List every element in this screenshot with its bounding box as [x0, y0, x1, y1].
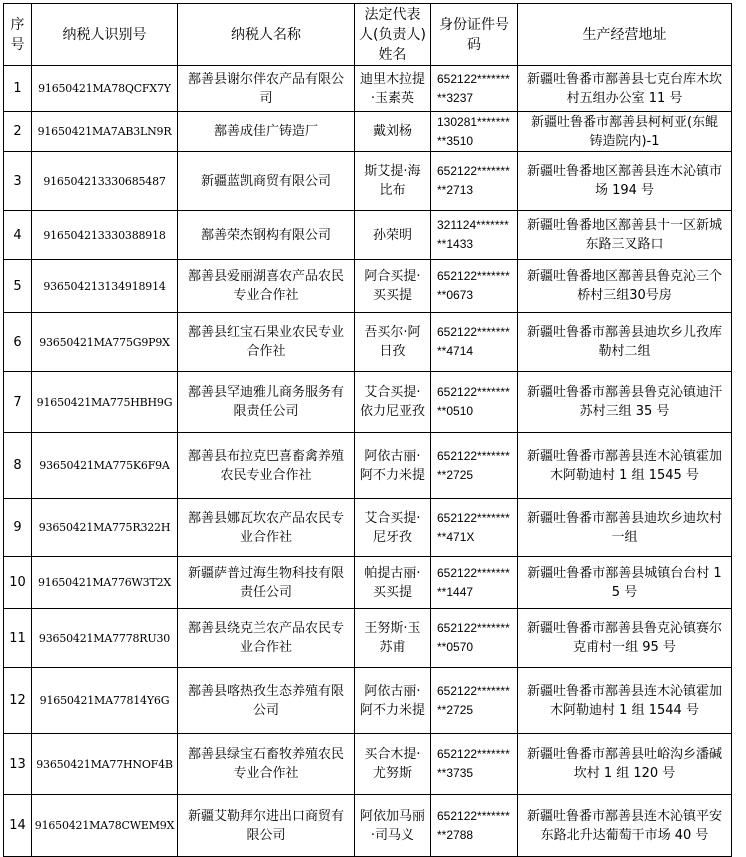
- cell-id-number: 652122*********2713: [431, 152, 518, 211]
- cell-address: 新疆吐鲁番市鄯善县城镇台台村 15 号: [518, 557, 732, 609]
- cell-index: 2: [4, 112, 32, 152]
- cell-taxpayer-id: 93650421MA7778RU30: [32, 609, 178, 668]
- cell-representative: 艾合买提·依力尼亚孜: [355, 372, 431, 433]
- table-row: [4, 557, 732, 609]
- cell-index: 11: [4, 609, 32, 668]
- cell-address: 新疆吐鲁番市鄯善县吐峪沟乡潘碱坎村 1 组 120 号: [518, 734, 732, 795]
- cell-index: 7: [4, 372, 32, 433]
- cell-taxpayer-id: 91650421MA78CWEM9X: [32, 795, 178, 857]
- cell-id-number: 652122*********3735: [431, 734, 518, 795]
- cell-representative: 吾买尔·阿日孜: [355, 313, 431, 372]
- cell-index: 1: [4, 66, 32, 112]
- cell-index: 14: [4, 795, 32, 857]
- table-row: [4, 433, 732, 499]
- cell-taxpayer-name: 新疆萨普过海生物科技有限责任公司: [178, 557, 355, 609]
- cell-taxpayer-id: 93650421MA775R322H: [32, 499, 178, 557]
- cell-representative: 王努斯·玉苏甫: [355, 609, 431, 668]
- cell-index: 9: [4, 499, 32, 557]
- cell-taxpayer-name: 新疆艾勒拜尔进出口商贸有限公司: [178, 795, 355, 857]
- table-row: [4, 609, 732, 668]
- cell-representative: 艾合买提·尼牙孜: [355, 499, 431, 557]
- cell-taxpayer-id: 93650421MA775G9P9X: [32, 313, 178, 372]
- cell-index: 13: [4, 734, 32, 795]
- cell-taxpayer-name: 鄯善荣杰钢构有限公司: [178, 211, 355, 260]
- cell-taxpayer-id: 91650421MA776W3T2X: [32, 557, 178, 609]
- cell-index: 6: [4, 313, 32, 372]
- cell-taxpayer-id: 91650421MA78QCFX7Y: [32, 66, 178, 112]
- cell-index: 12: [4, 668, 32, 734]
- cell-taxpayer-name: 鄯善县喀热孜生态养殖有限公司: [178, 668, 355, 734]
- cell-taxpayer-id: 93650421MA775K6F9A: [32, 433, 178, 499]
- cell-representative: 斯艾提·海比布: [355, 152, 431, 211]
- cell-representative: 戴刘杨: [355, 112, 431, 152]
- table-row: [4, 734, 732, 795]
- cell-index: 10: [4, 557, 32, 609]
- cell-taxpayer-id: 91650421MA77814Y6G: [32, 668, 178, 734]
- cell-taxpayer-id: 936504213134918914: [32, 260, 178, 313]
- table-row: [4, 66, 732, 112]
- table-row: [4, 260, 732, 313]
- cell-id-number: 652122*********1447: [431, 557, 518, 609]
- table-header-row: [4, 4, 732, 66]
- cell-id-number: 652122*********2788: [431, 795, 518, 857]
- table-row: [4, 211, 732, 260]
- cell-index: 8: [4, 433, 32, 499]
- cell-taxpayer-name: 鄯善县红宝石果业农民专业合作社: [178, 313, 355, 372]
- cell-id-number: 652122*********2725: [431, 433, 518, 499]
- cell-taxpayer-name: 鄯善县绕克兰农产品农民专业合作社: [178, 609, 355, 668]
- cell-taxpayer-id: 91650421MA775HBH9G: [32, 372, 178, 433]
- cell-representative: 迪里木拉提·玉素英: [355, 66, 431, 112]
- table-row: [4, 313, 732, 372]
- cell-index: 3: [4, 152, 32, 211]
- cell-taxpayer-name: 鄯善县爱丽湖喜农产品农民专业合作社: [178, 260, 355, 313]
- cell-representative: 阿依加马丽·司马义: [355, 795, 431, 857]
- table-row: [4, 112, 732, 152]
- cell-id-number: 130281*********3510: [431, 112, 518, 152]
- table-row: [4, 795, 732, 857]
- header-address: 生产经营地址: [518, 4, 732, 66]
- cell-address: 新疆吐鲁番市鄯善县柯柯亚(东鲲铸造院内)-1: [518, 112, 732, 152]
- cell-address: 新疆吐鲁番市鄯善县鲁克沁镇赛尔克甫村一组 95 号: [518, 609, 732, 668]
- cell-id-number: 321124*********1433: [431, 211, 518, 260]
- cell-id-number: 652122*********0673: [431, 260, 518, 313]
- table-row: [4, 372, 732, 433]
- cell-address: 新疆吐鲁番地区鄯善县连木沁镇市场 194 号: [518, 152, 732, 211]
- cell-id-number: 652122*********3237: [431, 66, 518, 112]
- cell-representative: 阿合买提·买买提: [355, 260, 431, 313]
- header-rep: 法定代表人(负责人)姓名: [355, 4, 431, 66]
- cell-representative: 买合木提·尤努斯: [355, 734, 431, 795]
- cell-taxpayer-name: 鄯善县布拉克巴喜畜禽养殖农民专业合作社: [178, 433, 355, 499]
- cell-taxpayer-name: 鄯善县娜瓦坎农产品农民专业合作社: [178, 499, 355, 557]
- cell-id-number: 652122*********0570: [431, 609, 518, 668]
- cell-index: 4: [4, 211, 32, 260]
- cell-taxpayer-name: 新疆蓝凯商贸有限公司: [178, 152, 355, 211]
- cell-id-number: 652122*********2725: [431, 668, 518, 734]
- cell-address: 新疆吐鲁番市鄯善县七克台库木坎村五组办公室 11 号: [518, 66, 732, 112]
- cell-address: 新疆吐鲁番市鄯善县迪坎乡迪坎村一组: [518, 499, 732, 557]
- cell-representative: 帕提古丽·买买提: [355, 557, 431, 609]
- cell-address: 新疆吐鲁番市鄯善县鲁克沁镇迪汗苏村三组 35 号: [518, 372, 732, 433]
- cell-address: 新疆吐鲁番市鄯善县连木沁镇霍加木阿勒迪村 1 组 1544 号: [518, 668, 732, 734]
- cell-id-number: 652122*********0510: [431, 372, 518, 433]
- header-id: 身份证件号码: [431, 4, 518, 66]
- cell-id-number: 652122*********4714: [431, 313, 518, 372]
- cell-taxpayer-name: 鄯善成佳广铸造厂: [178, 112, 355, 152]
- cell-taxpayer-id: 916504213330388918: [32, 211, 178, 260]
- cell-representative: 阿依古丽·阿不力米提: [355, 668, 431, 734]
- cell-taxpayer-name: 鄯善县绿宝石畜牧养殖农民专业合作社: [178, 734, 355, 795]
- cell-address: 新疆吐鲁番市鄯善县连木沁镇平安东路北升达葡萄干市场 40 号: [518, 795, 732, 857]
- table-row: [4, 152, 732, 211]
- table-row: [4, 499, 732, 557]
- taxpayer-table: [3, 3, 732, 857]
- cell-address: 新疆吐鲁番地区鄯善县鲁克沁三个桥村三组30号房: [518, 260, 732, 313]
- cell-representative: 孙荣明: [355, 211, 431, 260]
- cell-address: 新疆吐鲁番地区鄯善县十一区新城东路三叉路口: [518, 211, 732, 260]
- table-row: [4, 668, 732, 734]
- cell-representative: 阿依古丽·阿不力米提: [355, 433, 431, 499]
- cell-address: 新疆吐鲁番市鄯善县连木沁镇霍加木阿勒迪村 1 组 1545 号: [518, 433, 732, 499]
- header-tin: 纳税人识别号: [32, 4, 178, 66]
- cell-taxpayer-name: 鄯善县谢尔伴农产品有限公司: [178, 66, 355, 112]
- header-index: 序号: [4, 4, 32, 66]
- cell-address: 新疆吐鲁番市鄯善县迪坎乡儿孜库勒村二组: [518, 313, 732, 372]
- cell-id-number: 652122*********471X: [431, 499, 518, 557]
- header-name: 纳税人名称: [178, 4, 355, 66]
- cell-taxpayer-id: 91650421MA7AB3LN9R: [32, 112, 178, 152]
- cell-taxpayer-name: 鄯善县罕迪雅儿商务服务有限责任公司: [178, 372, 355, 433]
- cell-index: 5: [4, 260, 32, 313]
- cell-taxpayer-id: 93650421MA77HNOF4B: [32, 734, 178, 795]
- cell-taxpayer-id: 916504213330685487: [32, 152, 178, 211]
